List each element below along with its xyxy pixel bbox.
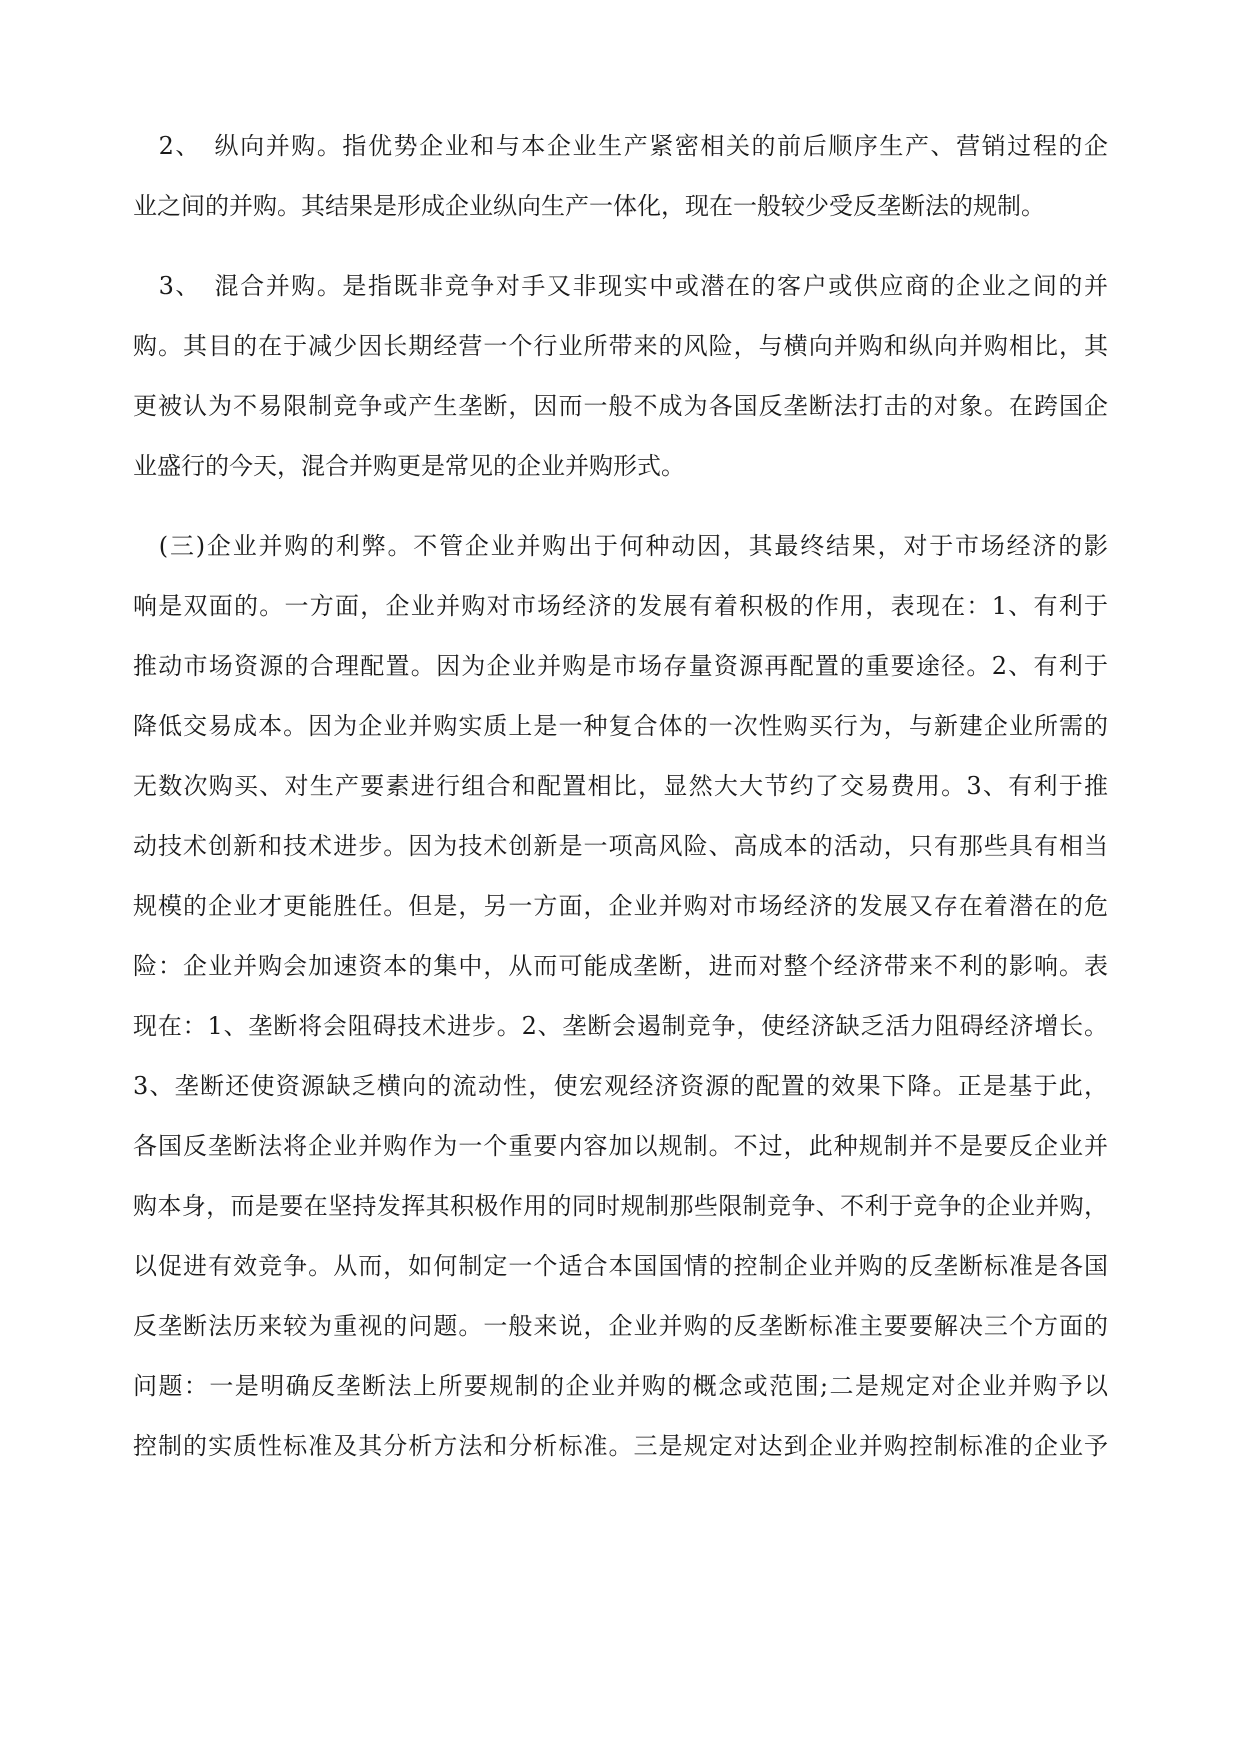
- text-line: 更被认为不易限制竞争或产生垄断，因而一般不成为各国反垄断法打击的对象。在跨国企: [133, 392, 1108, 420]
- text-line: 推动市场资源的合理配置。因为企业并购是市场存量资源再配置的重要途径。2、有利于: [133, 652, 1108, 680]
- text-line: 3、垄断还使资源缺乏横向的流动性，使宏观经济资源的配置的效果下降。正是基于此，: [133, 1072, 1108, 1100]
- text-line: 降低交易成本。因为企业并购实质上是一种复合体的一次性购买行为，与新建企业所需的: [133, 712, 1108, 740]
- text-line: 险：企业并购会加速资本的集中，从而可能成垄断，进而对整个经济带来不利的影响。表: [133, 952, 1108, 980]
- text-line: 业盛行的今天，混合并购更是常见的企业并购形式。: [133, 452, 685, 480]
- text-line: 规模的企业才更能胜任。但是，另一方面，企业并购对市场经济的发展又存在着潜在的危: [133, 892, 1108, 920]
- text-line: 2、 纵向并购。指优势企业和与本企业生产紧密相关的前后顺序生产、营销过程的企: [133, 132, 1108, 160]
- text-line: 购。其目的在于减少因长期经营一个行业所带来的风险，与横向并购和纵向并购相比，其: [133, 332, 1108, 360]
- text-line: 现在：1、垄断将会阻碍技术进步。2、垄断会遏制竞争，使经济缺乏活力阻碍经济增长。: [133, 1012, 1108, 1040]
- text-line: 反垄断法历来较为重视的问题。一般来说，企业并购的反垄断标准主要要解决三个方面的: [133, 1312, 1108, 1340]
- text-line: 控制的实质性标准及其分析方法和分析标准。三是规定对达到企业并购控制标准的企业予: [133, 1432, 1108, 1460]
- text-line: (三)企业并购的利弊。不管企业并购出于何种动因，其最终结果，对于市场经济的影: [133, 532, 1108, 560]
- text-line: 以促进有效竞争。从而，如何制定一个适合本国国情的控制企业并购的反垄断标准是各国: [133, 1252, 1108, 1280]
- text-line: 动技术创新和技术进步。因为技术创新是一项高风险、高成本的活动，只有那些具有相当: [133, 832, 1108, 860]
- text-line: 业之间的并购。其结果是形成企业纵向生产一体化，现在一般较少受反垄断法的规制。: [133, 192, 1045, 220]
- text-line: 各国反垄断法将企业并购作为一个重要内容加以规制。不过，此种规制并不是要反企业并: [133, 1132, 1108, 1160]
- text-line: 响是双面的。一方面，企业并购对市场经济的发展有着积极的作用，表现在：1、有利于: [133, 592, 1108, 620]
- text-line: 问题：一是明确反垄断法上所要规制的企业并购的概念或范围;二是规定对企业并购予以: [133, 1372, 1108, 1400]
- text-line: 无数次购买、对生产要素进行组合和配置相比，显然大大节约了交易费用。3、有利于推: [133, 772, 1108, 800]
- text-line: 3、 混合并购。是指既非竞争对手又非现实中或潜在的客户或供应商的企业之间的并: [133, 272, 1108, 300]
- text-line: 购本身，而是要在坚持发挥其积极作用的同时规制那些限制竞争、不利于竞争的企业并购，: [133, 1192, 1108, 1220]
